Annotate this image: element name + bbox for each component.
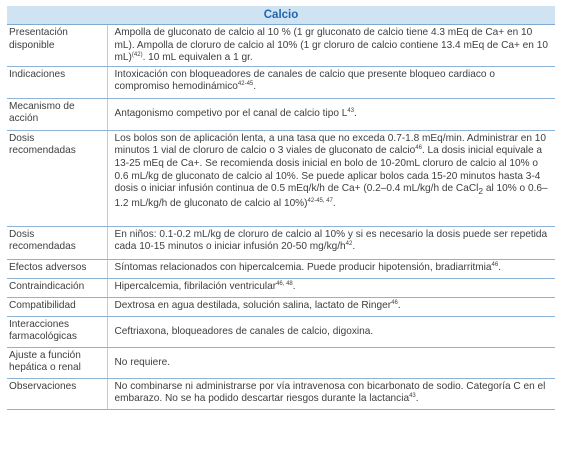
drug-table-container — [7, 6, 555, 410]
row-value: Síntomas relacionados con hipercalcemia. Puede producir hipotensión, bradiarritmia$^{46}$. — [107, 259, 555, 278]
reference-superscript: 43 — [347, 108, 355, 115]
row-label: Presentación disponible — [7, 25, 107, 67]
reference-superscript: 46 — [491, 261, 499, 268]
reference-superscript: 46, 48 — [276, 280, 293, 287]
table-title: Calcio — [7, 6, 555, 25]
row-label: Ajuste a función hepática o renal — [7, 347, 107, 378]
reference-superscript: 46 — [415, 145, 422, 152]
table-row — [7, 316, 555, 347]
reference-superscript: 42-45 — [237, 81, 254, 88]
row-value: Intoxicación con bloqueadores de canales de calcio que presente bloqueo cardiaco o compromiso hemodinámico$^{42-45}$. — [107, 66, 555, 98]
reference-superscript: 42 — [345, 241, 353, 248]
row-label: Indicaciones — [7, 66, 107, 98]
row-label: Interacciones farmacológicas — [7, 316, 107, 347]
table-row — [7, 278, 555, 297]
table-row — [7, 226, 555, 259]
reference-superscript: 42-45, 47 — [307, 197, 333, 204]
reference-superscript: (42) — [131, 52, 143, 59]
row-value: Dextrosa en agua destilada, solución salina, lactato de Ringer$^{46}$. — [107, 297, 555, 316]
table-header-row — [7, 6, 555, 25]
table-row — [7, 66, 555, 98]
table-row — [7, 297, 555, 316]
row-label: Compatibilidad — [7, 297, 107, 316]
row-value: Ampolla de gluconato de calcio al 10 % (1 gr gluconato de calcio tiene 4.3 mEq de Ca+ en 10 mL). Ampolla de cloruro de calcio al 10% (1 gr cloruro de calcio contiene 13.4 mEq de Ca+ en 10 mL)$^{(42)}$. 10 mL equivalen a 1 gr. — [107, 25, 555, 67]
row-label: Dosis recomendadas — [7, 226, 107, 259]
reference-superscript: 43 — [409, 393, 416, 400]
subscript: 2 — [478, 186, 484, 197]
row-value: No combinarse ni administrarse por vía intravenosa con bicarbonato de sodio. Categoría C en el embarazo. No se ha podido descartar riesgos durante la lactancia$^{43}$. — [107, 378, 555, 409]
table-row — [7, 347, 555, 378]
calcium-drug-table — [7, 6, 555, 410]
table-row — [7, 98, 555, 130]
row-value: Ceftriaxona, bloqueadores de canales de calcio, digoxina. — [107, 316, 555, 347]
row-value: Antagonismo competivo por el canal de calcio tipo $L^{43}$. — [107, 98, 555, 130]
table-row — [7, 378, 555, 409]
row-label: Efectos adversos — [7, 259, 107, 278]
table-row — [7, 130, 555, 226]
row-value: Los bolos son de aplicación lenta, a una tasa que no exceda 0.7-1.8 mEq/min. Administrar en 10 minutos 1 vial de cloruro de calcio o 3 viales de gluconato de calcio$^{46}$. La dosis inicial equivale a 13-25 mEq de Ca+. Se recomienda dosis inicial en bolo de 10-20mL cloruro de calcio al 10% o 0.6 mL/kg de gluconato de calcio al 10%. Se puede aplicar bolos cada 15-20 minutos hasta 3-4 dosis o iniciar infusión continua de 0.5 mEq/k/h de Ca+ (0.2–0.4 mL/kg/h de CaCl$_2$ al 10% o 0.6–1.2 mL/kg/h de gluconato de calcio al 10%)$^{42-45, 47}$. — [107, 130, 555, 226]
table-row — [7, 259, 555, 278]
row-label: Mecanismo de acción — [7, 98, 107, 130]
row-label: Observaciones — [7, 378, 107, 409]
table-row — [7, 25, 555, 67]
row-label: Contraindicación — [7, 278, 107, 297]
row-value: En niños: 0.1-0.2 mL/kg de cloruro de calcio al 10% y si es necesario la dosis puede ser repetida cada 10-15 minutos o iniciar infusión 20-50 $mg/kg/h^{42}$. — [107, 226, 555, 259]
row-value: Hipercalcemia, fibrilación ventricular$^{46, 48}$. — [107, 278, 555, 297]
row-label: Dosis recomendadas — [7, 130, 107, 226]
row-value: No requiere. — [107, 347, 555, 378]
reference-superscript: 46 — [391, 299, 398, 306]
